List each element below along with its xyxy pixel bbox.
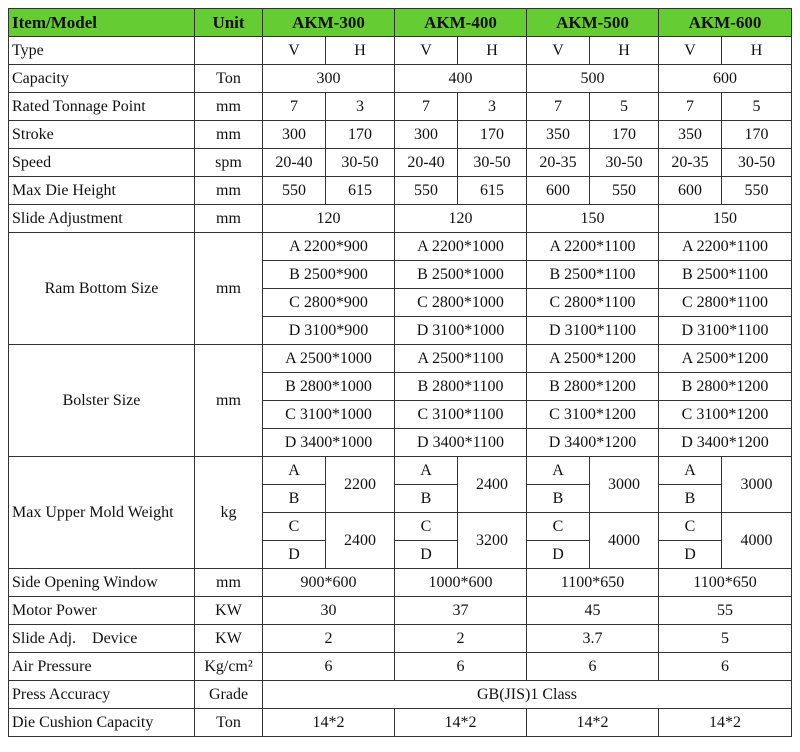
- max_upper_mold_weight-letter: B: [527, 485, 590, 513]
- max_upper_mold_weight-letter: C: [263, 513, 326, 541]
- max_upper_mold_weight-letter: D: [527, 541, 590, 569]
- ram_bottom_size-value: C 2800*1100: [659, 289, 792, 317]
- rated_tonnage_point-row: [9, 93, 792, 121]
- max_upper_mold_weight-letter: C: [659, 513, 722, 541]
- capacity-row: [9, 65, 792, 93]
- speed-label: Speed: [9, 149, 195, 177]
- die_cushion_capacity-value: 14*2: [263, 709, 395, 737]
- bolster_size-value: B 2800*1100: [395, 373, 527, 401]
- bolster_size-value: C 3100*1200: [527, 401, 659, 429]
- slide_adjustment-value: 120: [395, 205, 527, 233]
- capacity-value: 600: [659, 65, 792, 93]
- max_die_height-value: 550: [263, 177, 326, 205]
- max_upper_mold_weight-value: 4000: [722, 513, 792, 569]
- bolster_size-value: D 3400*1000: [263, 429, 395, 457]
- type_row-value: H: [458, 37, 527, 65]
- speed-value: 20-35: [659, 149, 722, 177]
- stroke-value: 170: [590, 121, 659, 149]
- die_cushion_capacity-row: [9, 709, 792, 737]
- max_die_height-value: 550: [395, 177, 458, 205]
- type_row-unit: [195, 37, 263, 65]
- max_upper_mold_weight-letter: B: [659, 485, 722, 513]
- max_upper_mold_weight-row: [9, 457, 792, 485]
- bolster_size-label: Bolster Size: [9, 345, 195, 457]
- max_upper_mold_weight-value: 3000: [590, 457, 659, 513]
- ram_bottom_size-value: A 2200*900: [263, 233, 395, 261]
- die_cushion_capacity-label: Die Cushion Capacity: [9, 709, 195, 737]
- motor_power-value: 30: [263, 597, 395, 625]
- air_pressure-value: 6: [659, 653, 792, 681]
- press_accuracy-unit: Grade: [195, 681, 263, 709]
- max_die_height-value: 550: [722, 177, 792, 205]
- speed-value: 20-40: [395, 149, 458, 177]
- stroke-value: 170: [722, 121, 792, 149]
- slide_adj_device-value: 2: [395, 625, 527, 653]
- slide_adjustment-label: Slide Adjustment: [9, 205, 195, 233]
- die_cushion_capacity-value: 14*2: [527, 709, 659, 737]
- stroke-value: 350: [527, 121, 590, 149]
- ram_bottom_size-value: B 2500*1100: [659, 261, 792, 289]
- side_opening_window-row: [9, 569, 792, 597]
- max_upper_mold_weight-letter: C: [395, 513, 458, 541]
- bolster_size-value: C 3100*1100: [395, 401, 527, 429]
- slide_adj_device-value: 5: [659, 625, 792, 653]
- type_row-row: [9, 37, 792, 65]
- ram_bottom_size-label: Ram Bottom Size: [9, 233, 195, 345]
- press_accuracy-label: Press Accuracy: [9, 681, 195, 709]
- die_cushion_capacity-value: 14*2: [659, 709, 792, 737]
- stroke-unit: mm: [195, 121, 263, 149]
- max_upper_mold_weight-letter: B: [395, 485, 458, 513]
- max_upper_mold_weight-value: 4000: [590, 513, 659, 569]
- motor_power-value: 55: [659, 597, 792, 625]
- bolster_size-value: C 3100*1000: [263, 401, 395, 429]
- speed-value: 20-35: [527, 149, 590, 177]
- rated_tonnage_point-value: 7: [659, 93, 722, 121]
- max_upper_mold_weight-value: 3200: [458, 513, 527, 569]
- press_accuracy-value: GB(JIS)1 Class: [263, 681, 792, 709]
- side_opening_window-value: 1100*650: [527, 569, 659, 597]
- type_row-value: V: [395, 37, 458, 65]
- bolster_size-value: C 3100*1200: [659, 401, 792, 429]
- type_row-value: H: [590, 37, 659, 65]
- speed-value: 30-50: [326, 149, 395, 177]
- spec-table-body: [9, 9, 792, 737]
- bolster_size-value: D 3400*1200: [527, 429, 659, 457]
- ram_bottom_size-value: A 2200*1100: [659, 233, 792, 261]
- type_row-value: H: [722, 37, 792, 65]
- header-unit: Unit: [195, 9, 263, 37]
- capacity-label: Capacity: [9, 65, 195, 93]
- type_row-value: V: [659, 37, 722, 65]
- bolster_size-value: A 2500*1200: [527, 345, 659, 373]
- air_pressure-value: 6: [263, 653, 395, 681]
- side_opening_window-unit: mm: [195, 569, 263, 597]
- max_upper_mold_weight-value: 2400: [326, 513, 395, 569]
- max_die_height-value: 600: [659, 177, 722, 205]
- rated_tonnage_point-value: 3: [326, 93, 395, 121]
- rated_tonnage_point-value: 7: [527, 93, 590, 121]
- speed-value: 30-50: [458, 149, 527, 177]
- press_accuracy-row: [9, 681, 792, 709]
- ram_bottom_size-value: C 2800*1000: [395, 289, 527, 317]
- rated_tonnage_point-value: 7: [395, 93, 458, 121]
- rated_tonnage_point-unit: mm: [195, 93, 263, 121]
- bolster_size-value: A 2500*1200: [659, 345, 792, 373]
- bolster_size-value: B 2800*1000: [263, 373, 395, 401]
- header-item: Item/Model: [9, 9, 195, 37]
- max_die_height-value: 600: [527, 177, 590, 205]
- capacity-value: 400: [395, 65, 527, 93]
- slide_adj_device-unit: KW: [195, 625, 263, 653]
- max_die_height-value: 615: [326, 177, 395, 205]
- header-model: AKM-600: [659, 9, 792, 37]
- slide_adj_device-value: 3.7: [527, 625, 659, 653]
- ram_bottom_size-value: B 2500*900: [263, 261, 395, 289]
- stroke-label: Stroke: [9, 121, 195, 149]
- slide_adj_device-row: [9, 625, 792, 653]
- speed-row: [9, 149, 792, 177]
- header-model: AKM-300: [263, 9, 395, 37]
- slide_adjustment-row: [9, 205, 792, 233]
- bolster_size-row: [9, 345, 792, 373]
- max_upper_mold_weight-letter: A: [659, 457, 722, 485]
- stroke-value: 300: [263, 121, 326, 149]
- max_die_height-value: 550: [590, 177, 659, 205]
- speed-value: 20-40: [263, 149, 326, 177]
- max_upper_mold_weight-letter: D: [395, 541, 458, 569]
- max_upper_mold_weight-letter: A: [263, 457, 326, 485]
- bolster_size-value: A 2500*1000: [263, 345, 395, 373]
- max_upper_mold_weight-unit: kg: [195, 457, 263, 569]
- air_pressure-value: 6: [395, 653, 527, 681]
- spec-table: [8, 8, 792, 737]
- side_opening_window-value: 1100*650: [659, 569, 792, 597]
- type_row-value: V: [263, 37, 326, 65]
- capacity-value: 500: [527, 65, 659, 93]
- max_upper_mold_weight-letter: C: [527, 513, 590, 541]
- ram_bottom_size-value: A 2200*1100: [527, 233, 659, 261]
- motor_power-unit: KW: [195, 597, 263, 625]
- rated_tonnage_point-value: 7: [263, 93, 326, 121]
- bolster_size-unit: mm: [195, 345, 263, 457]
- motor_power-value: 45: [527, 597, 659, 625]
- type_row-value: H: [326, 37, 395, 65]
- side_opening_window-value: 1000*600: [395, 569, 527, 597]
- stroke-value: 170: [458, 121, 527, 149]
- max_die_height-unit: mm: [195, 177, 263, 205]
- motor_power-label: Motor Power: [9, 597, 195, 625]
- bolster_size-value: B 2800*1200: [659, 373, 792, 401]
- max_upper_mold_weight-letter: B: [263, 485, 326, 513]
- motor_power-row: [9, 597, 792, 625]
- bolster_size-value: B 2800*1200: [527, 373, 659, 401]
- slide_adj_device-value: 2: [263, 625, 395, 653]
- stroke-row: [9, 121, 792, 149]
- rated_tonnage_point-label: Rated Tonnage Point: [9, 93, 195, 121]
- bolster_size-value: A 2500*1100: [395, 345, 527, 373]
- die_cushion_capacity-unit: Ton: [195, 709, 263, 737]
- motor_power-value: 37: [395, 597, 527, 625]
- ram_bottom_size-value: B 2500*1000: [395, 261, 527, 289]
- type_row-value: V: [527, 37, 590, 65]
- rated_tonnage_point-value: 5: [722, 93, 792, 121]
- max_upper_mold_weight-letter: A: [527, 457, 590, 485]
- air_pressure-row: [9, 653, 792, 681]
- rated_tonnage_point-value: 3: [458, 93, 527, 121]
- slide_adj_device-label: Slide Adj. Device: [9, 625, 195, 653]
- type_row-label: Type: [9, 37, 195, 65]
- speed-unit: spm: [195, 149, 263, 177]
- ram_bottom_size-value: C 2800*900: [263, 289, 395, 317]
- max_upper_mold_weight-value: 2400: [458, 457, 527, 513]
- capacity-value: 300: [263, 65, 395, 93]
- max_upper_mold_weight-letter: A: [395, 457, 458, 485]
- ram_bottom_size-value: A 2200*1000: [395, 233, 527, 261]
- slide_adjustment-value: 120: [263, 205, 395, 233]
- die_cushion_capacity-value: 14*2: [395, 709, 527, 737]
- slide_adjustment-unit: mm: [195, 205, 263, 233]
- rated_tonnage_point-value: 5: [590, 93, 659, 121]
- max_upper_mold_weight-label: Max Upper Mold Weight: [9, 457, 195, 569]
- side_opening_window-label: Side Opening Window: [9, 569, 195, 597]
- ram_bottom_size-value: D 3100*1000: [395, 317, 527, 345]
- slide_adjustment-value: 150: [527, 205, 659, 233]
- slide_adjustment-value: 150: [659, 205, 792, 233]
- max_upper_mold_weight-letter: D: [659, 541, 722, 569]
- air_pressure-unit: Kg/cm²: [195, 653, 263, 681]
- capacity-unit: Ton: [195, 65, 263, 93]
- speed-value: 30-50: [722, 149, 792, 177]
- ram_bottom_size-value: D 3100*900: [263, 317, 395, 345]
- stroke-value: 300: [395, 121, 458, 149]
- max_die_height-row: [9, 177, 792, 205]
- header-model: AKM-400: [395, 9, 527, 37]
- speed-value: 30-50: [590, 149, 659, 177]
- air_pressure-label: Air Pressure: [9, 653, 195, 681]
- max_upper_mold_weight-letter: D: [263, 541, 326, 569]
- header-row: [9, 9, 792, 37]
- header-model: AKM-500: [527, 9, 659, 37]
- ram_bottom_size-value: D 3100*1100: [527, 317, 659, 345]
- bolster_size-value: D 3400*1100: [395, 429, 527, 457]
- ram_bottom_size-unit: mm: [195, 233, 263, 345]
- stroke-value: 350: [659, 121, 722, 149]
- ram_bottom_size-row: [9, 233, 792, 261]
- max_die_height-label: Max Die Height: [9, 177, 195, 205]
- bolster_size-value: D 3400*1200: [659, 429, 792, 457]
- ram_bottom_size-value: B 2500*1100: [527, 261, 659, 289]
- max_die_height-value: 615: [458, 177, 527, 205]
- ram_bottom_size-value: D 3100*1100: [659, 317, 792, 345]
- side_opening_window-value: 900*600: [263, 569, 395, 597]
- max_upper_mold_weight-value: 3000: [722, 457, 792, 513]
- ram_bottom_size-value: C 2800*1100: [527, 289, 659, 317]
- max_upper_mold_weight-value: 2200: [326, 457, 395, 513]
- stroke-value: 170: [326, 121, 395, 149]
- air_pressure-value: 6: [527, 653, 659, 681]
